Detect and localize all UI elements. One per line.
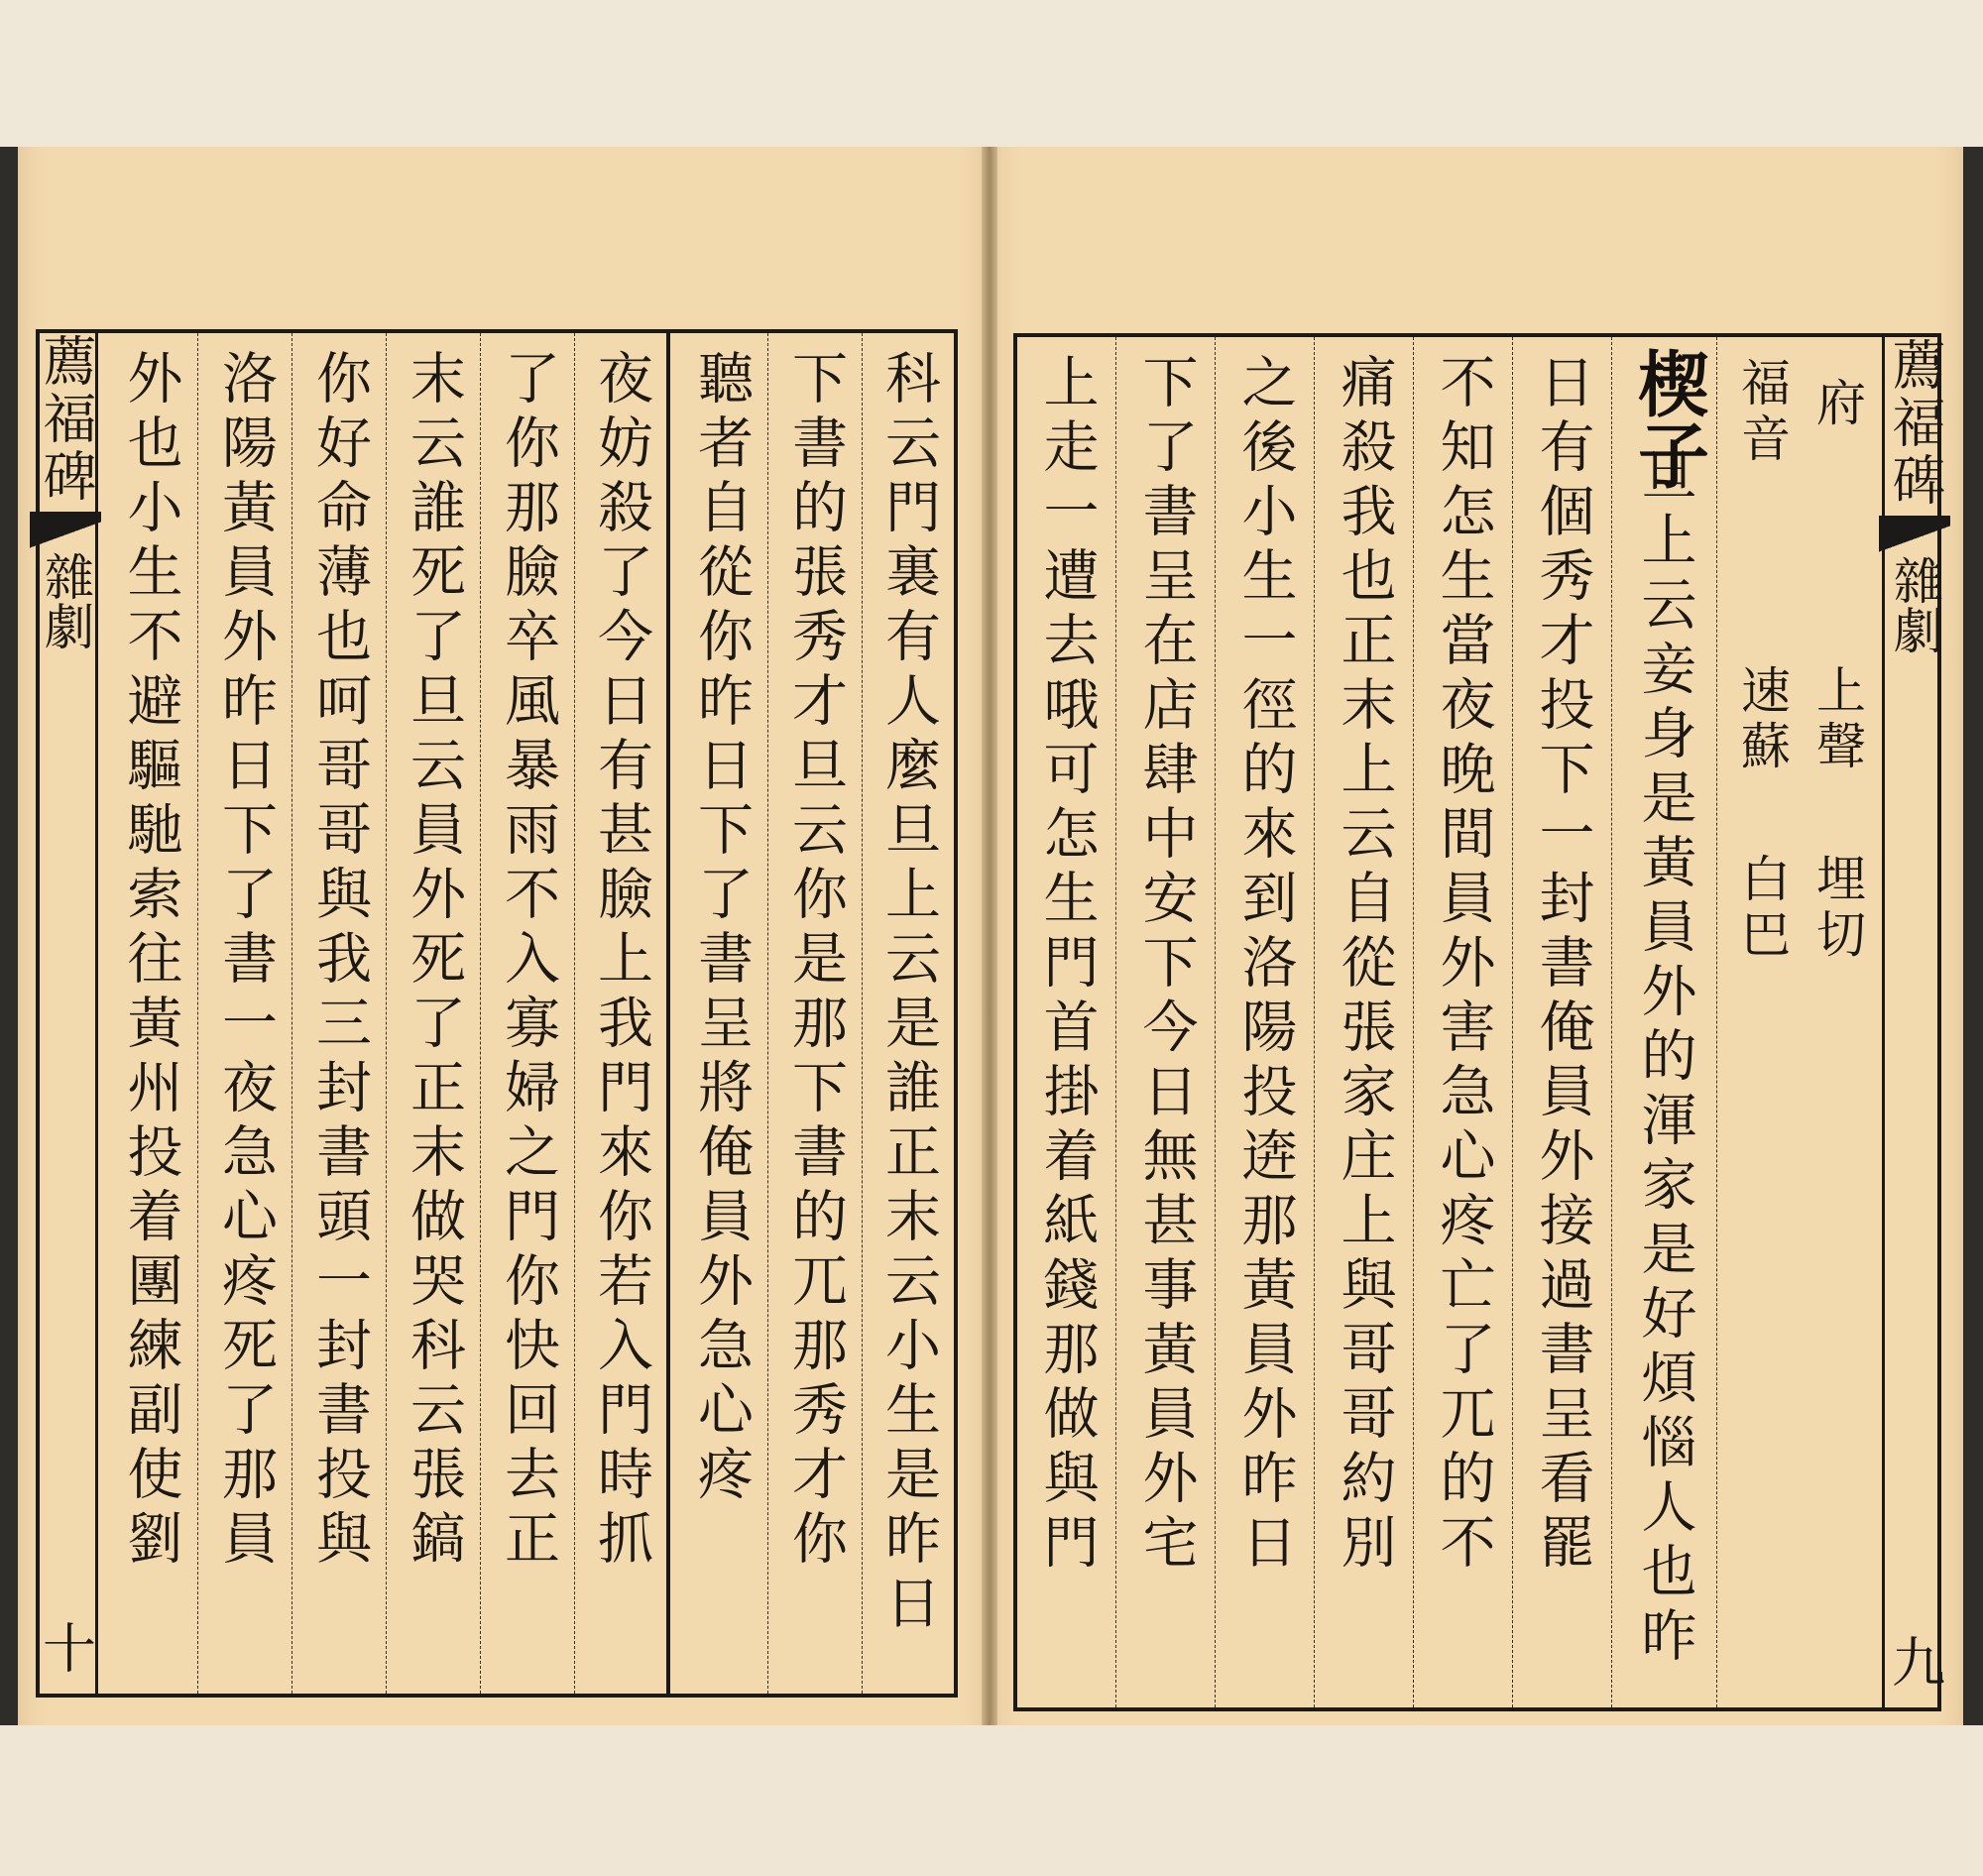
text-column xyxy=(1315,337,1414,1707)
bottom-paper-margin xyxy=(0,1725,1983,1876)
phonetic-notes-column xyxy=(1803,337,1882,1707)
text-column xyxy=(674,333,768,1694)
column-text: 末云誰死了旦云員外死了正末做哭科云張鎬 xyxy=(402,349,466,1574)
column-text: 旦上云妾身是黃員外的渾家是好煩惱人也昨 xyxy=(1632,446,1697,1671)
column-text: 外也小生不避驅馳索往黃州投着團練副使劉 xyxy=(118,349,183,1574)
section-heading: 楔子 xyxy=(1626,347,1710,490)
column-text: 你好命薄也呵哥哥與我三封書頭一封書投與 xyxy=(307,349,372,1574)
column-text: 洛陽黃員外昨日下了書一夜急心疼死了那員 xyxy=(213,349,278,1574)
column-text: 上走一遭去哦可怎生門首掛着紙錢那做與門 xyxy=(1034,353,1100,1578)
column-text: 之後小生一徑的來到洛陽投逩那黃員外昨日 xyxy=(1232,353,1298,1578)
phonetic-note: 福音 xyxy=(1733,357,1791,468)
phonetic-note: 府 xyxy=(1808,377,1866,432)
column-text: 夜妨殺了今日有甚臉上我門來你若入門時抓 xyxy=(589,349,653,1574)
book-title: 薦福碑 xyxy=(1884,337,1946,510)
column-text: 聽者自從你昨日下了書呈將俺員外急心疼 xyxy=(689,349,754,1509)
folio-number: 九 xyxy=(1883,1634,1946,1688)
text-column xyxy=(863,333,954,1694)
column-text: 不知怎生當夜晚間員外害急心疼亡了兀的不 xyxy=(1431,353,1496,1578)
text-column xyxy=(387,333,481,1694)
right-text-frame xyxy=(1013,333,1946,1711)
text-column xyxy=(292,333,387,1694)
phonetic-notes-column xyxy=(1717,337,1803,1707)
section-label: 雜劇 xyxy=(30,512,101,650)
text-column xyxy=(1513,337,1612,1707)
right-edge-column xyxy=(1882,337,1944,1707)
book-gutter xyxy=(982,0,997,1876)
book-title: 薦福碑 xyxy=(35,333,97,506)
text-column xyxy=(1414,337,1513,1707)
text-column xyxy=(1612,337,1717,1707)
left-edge-column xyxy=(36,333,98,1694)
phonetic-note: 白巴 xyxy=(1733,853,1791,964)
text-column xyxy=(768,333,863,1694)
section-label: 雜劇 xyxy=(1879,516,1950,654)
folio-number: 十 xyxy=(34,1620,97,1674)
column-text: 下了書呈在店肆中安下今日無甚事黃員外宅 xyxy=(1133,353,1199,1578)
text-column xyxy=(481,333,575,1694)
phonetic-note: 上聲 xyxy=(1808,664,1866,775)
text-column xyxy=(103,333,198,1694)
text-column xyxy=(1017,337,1116,1707)
column-text: 下書的張秀才旦云你是那下書的兀那秀才你 xyxy=(783,349,848,1574)
column-text: 科云門裏有人麼旦上云是誰正末云小生是昨日 xyxy=(876,349,941,1638)
text-column xyxy=(1116,337,1216,1707)
left-text-frame xyxy=(36,329,958,1698)
text-column xyxy=(575,333,670,1694)
text-column xyxy=(198,333,292,1694)
top-paper-margin xyxy=(0,0,1983,147)
column-text: 痛殺我也正末上云自從張家庄上與哥哥約別 xyxy=(1332,353,1397,1578)
column-text: 日有個秀才投下一封書俺員外接過書呈看罷 xyxy=(1530,353,1595,1578)
column-text: 了你那臉卒風暴雨不入寡婦之門你快回去正 xyxy=(496,349,560,1574)
text-column xyxy=(1216,337,1315,1707)
phonetic-note: 埋切 xyxy=(1808,853,1866,964)
phonetic-note: 速蘇 xyxy=(1733,664,1791,775)
